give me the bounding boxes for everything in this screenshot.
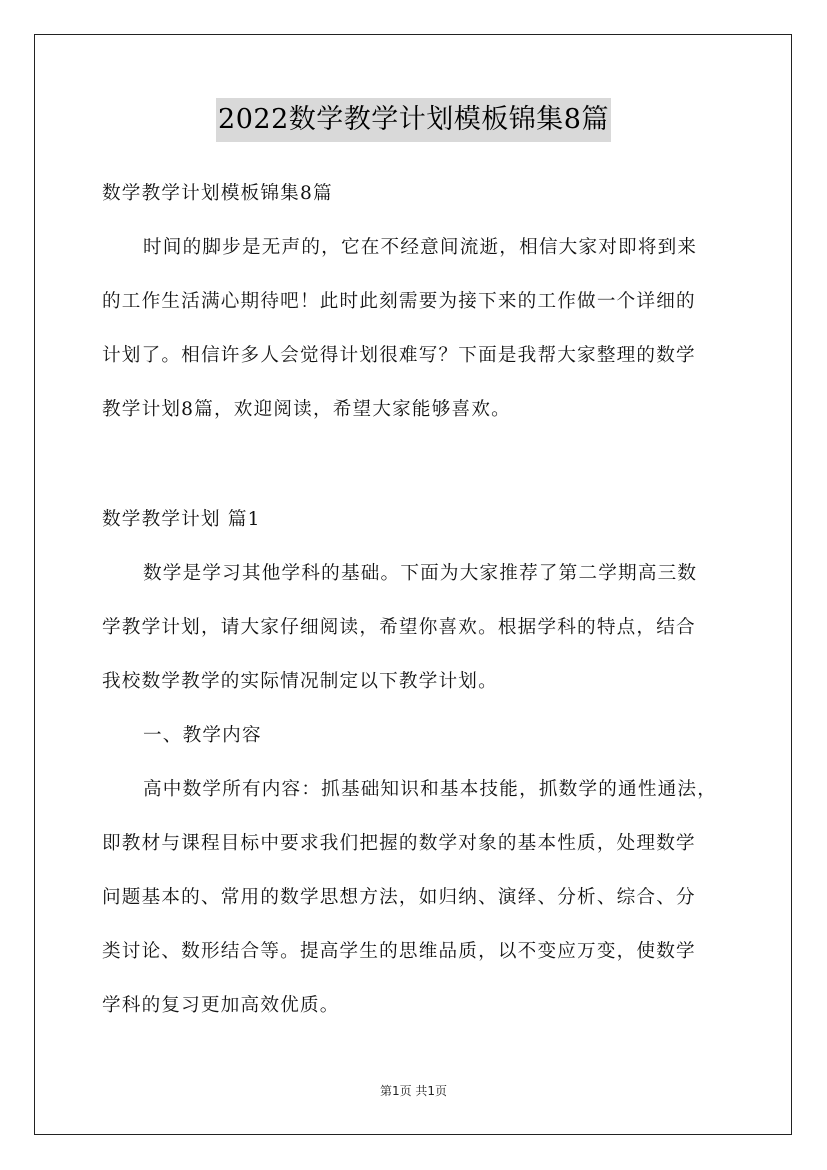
content-line-1: 高中数学所有内容：抓基础知识和基本技能，抓数学的通性通法， — [143, 779, 718, 800]
content-line-5: 学科的复习更加高效优质。 — [102, 995, 340, 1016]
title-container — [0, 98, 827, 142]
document-subtitle: 数学教学计划模板锦集8篇 — [102, 183, 333, 204]
section-line-2: 学教学计划，请大家仔细阅读，希望你喜欢。根据学科的特点，结合 — [102, 617, 696, 638]
subheading: 一、教学内容 — [143, 725, 262, 746]
section-line-3: 我校数学教学的实际情况制定以下教学计划。 — [102, 671, 498, 692]
section-line-1: 数学是学习其他学科的基础。下面为大家推荐了第二学期高三数 — [143, 563, 698, 584]
intro-line-3: 计划了。相信许多人会觉得计划很难写？下面是我帮大家整理的数学 — [102, 345, 696, 366]
page-number: 第1页 共1页 — [379, 1084, 448, 1098]
section-heading: 数学教学计划 篇1 — [102, 509, 261, 530]
intro-line-2: 的工作生活满心期待吧！此时此刻需要为接下来的工作做一个详细的 — [102, 291, 696, 312]
document-title: 2022数学教学计划模板锦集8篇 — [216, 98, 611, 142]
intro-line-1: 时间的脚步是无声的，它在不经意间流逝，相信大家对即将到来 — [143, 237, 698, 258]
content-line-2: 即教材与课程目标中要求我们把握的数学对象的基本性质，处理数学 — [102, 833, 696, 854]
content-line-3: 问题基本的、常用的数学思想方法，如归纳、演绎、分析、综合、分 — [102, 887, 696, 908]
content-line-4: 类讨论、数形结合等。提高学生的思维品质，以不变应万变，使数学 — [102, 941, 696, 962]
intro-line-4: 教学计划8篇，欢迎阅读，希望大家能够喜欢。 — [102, 399, 511, 420]
